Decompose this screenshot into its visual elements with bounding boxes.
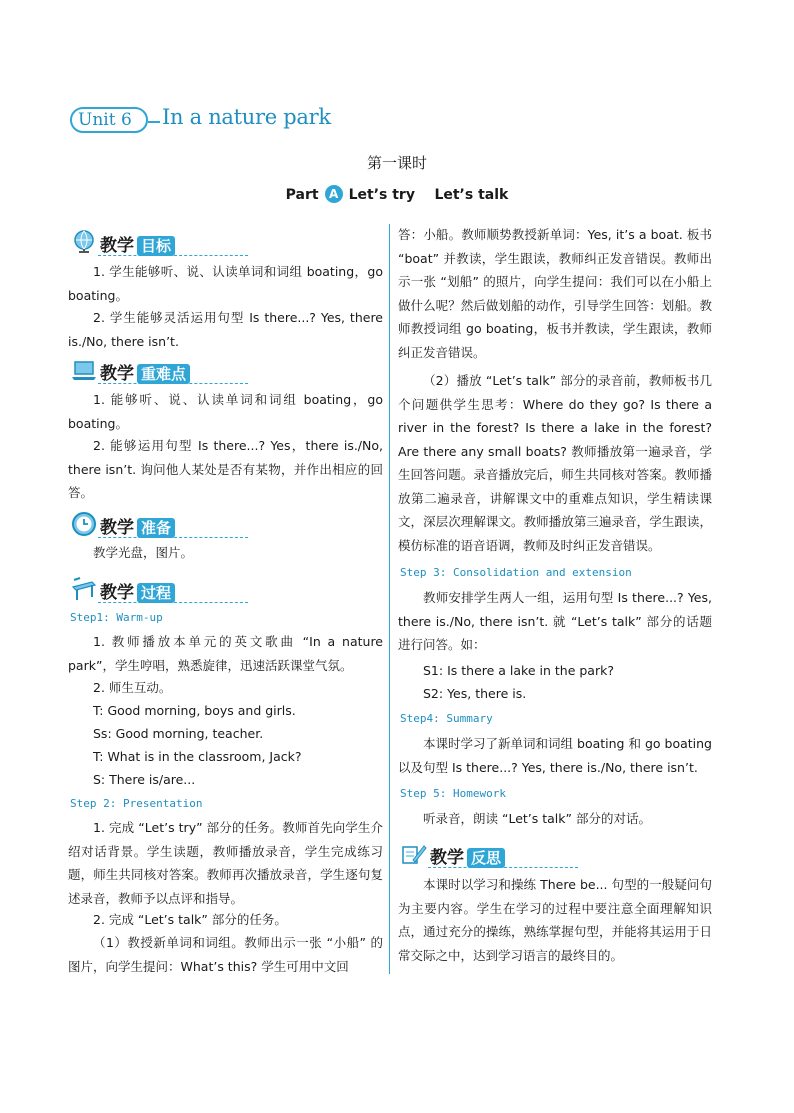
dialogue-line: S: There is/are... <box>93 772 196 787</box>
section-label: 教学 <box>100 364 134 384</box>
step-5-para-1: 听录音，朗读 “Let’s talk” 部分的对话。 <box>423 811 651 826</box>
reflection-text: 本课时以学习和操练 There be... 句型的一般疑问句为主要内容。学生在学习的过程中要注意全面理解知识点，通过充分的操练，熟练掌握句型，并能将其运用于日常交际之中，达到学习语言的最终目的。 <box>398 877 712 963</box>
section-label: 教学 <box>100 583 134 603</box>
section-preparation <box>70 510 250 540</box>
dialogue-line: T: Good morning, boys and girls. <box>93 703 296 718</box>
section-label: 教学 <box>430 848 464 868</box>
key-point-1: 1. 能够听、说、认读单词和词组 boating，go boating。 <box>68 392 383 431</box>
column-divider <box>389 224 390 974</box>
key-point-2: 2. 能够运用句型 Is there...? Yes，there is./No, there isn’t. 询问他人某处是否有某物，并作出相应的回答。 <box>68 438 383 500</box>
step-3-para-1: 教师安排学生两人一组，运用句型 Is there...? Yes, there is./No, there isn’t. 就 “Let’s talk” 部分的话题进行问答。如： <box>398 590 712 652</box>
step-1-para-2: 2. 师生互动。 <box>93 680 172 695</box>
globe-icon <box>70 228 98 256</box>
section-process <box>70 575 250 605</box>
desk-icon <box>70 575 98 603</box>
laptop-icon <box>70 356 98 384</box>
dialogue-line: Ss: Good morning, teacher. <box>93 726 264 741</box>
unit-header <box>70 103 330 135</box>
clock-icon <box>70 510 98 538</box>
section-tag: 反思 <box>467 848 505 868</box>
step-1-para-1: 1. 教师播放本单元的英文歌曲 “In a nature park”，学生哼唱，熟悉旋律，迅速活跃课堂气氛。 <box>68 634 383 673</box>
section-tag: 重难点 <box>137 364 190 384</box>
step-5-heading: Step 5: Homework <box>400 787 506 800</box>
step-2-para-4: （2）播放 “Let’s talk” 部分的录音前，教师板书几个问题供学生思考：Where do they go? Is there a river in the forest? Is there a lake in the forest? Are there any small boats? 教师播放第一遍录音，学生回答问题。录音播放完后，师生共同核对答案。教师播放第二遍录音，讲解课文中的重难点知识，学生精读课文，深层次理解课文。教师播放第三遍录音，学生跟读，模仿标准的语音语调，教师及时纠正发音错误。 <box>398 373 712 553</box>
step-2-para-1: 1. 完成 “Let’s try” 部分的任务。教师首先向学生介绍对话背景。学生读题，教师播放录音，学生完成练习题，师生共同核对答案。教师再次播放录音，学生逐句复述录音，教师予以点评和指导。 <box>68 820 383 906</box>
step-4-heading: Step4: Summary <box>400 712 493 725</box>
objective-2: 2. 学生能够灵活运用句型 Is there...? Yes, there is./No, there isn’t. <box>68 310 383 349</box>
step-3-heading: Step 3: Consolidation and extension <box>400 566 632 579</box>
step-2-para-2: 2. 完成 “Let’s talk” 部分的任务。 <box>93 912 287 927</box>
unit-badge: Unit 6 <box>70 107 148 133</box>
preparation-text: 教学光盘，图片。 <box>93 545 194 560</box>
part-letter-badge: A <box>325 185 343 203</box>
step-2-heading: Step 2: Presentation <box>70 797 203 810</box>
section-tag: 准备 <box>137 518 175 538</box>
section-objectives <box>70 228 250 258</box>
section-key-points <box>70 356 250 386</box>
objective-1: 1. 学生能够听、说、认读单词和词组 boating，go boating。 <box>68 264 383 303</box>
pencil-note-icon <box>400 840 428 868</box>
section-reflection <box>400 840 580 870</box>
section-tag: 过程 <box>137 583 175 603</box>
part-heading <box>0 185 794 203</box>
section-label: 教学 <box>100 518 134 538</box>
step-2-para-3: （1）教授新单词和词组。教师出示一张 “小船” 的图片，向学生提问：What’s this? 学生可用中文回 <box>68 935 383 974</box>
step-2-para-3-continued: 答：小船。教师顺势教授新单词：Yes, it’s a boat. 板书 “boat” 并教读，学生跟读，教师纠正发音错误。教师出示一张 “划船” 的照片，向学生提问：我们可以在小船上做什么呢？然后做划船的动作，引导学生回答：划船。教师教授词组 go boating，板书并教读，学生跟读，教师纠正发音错误。 <box>398 227 712 360</box>
unit-title: In a nature park <box>162 105 331 129</box>
dialogue-line: S1: Is there a lake in the park? <box>423 663 614 678</box>
section-label: 教学 <box>100 236 134 256</box>
step-4-para-1: 本课时学习了新单词和词组 boating 和 go boating 以及句型 Is there...? Yes, there is./No, there isn’t. <box>398 736 712 775</box>
part-items: Let’s try Let’s talk <box>348 187 509 203</box>
dialogue-line: S2: Yes, there is. <box>423 686 527 701</box>
dialogue-line: T: What is in the classroom, Jack? <box>93 749 302 764</box>
section-tag: 目标 <box>137 236 175 256</box>
step-1-heading: Step1: Warm-up <box>70 611 163 624</box>
lesson-title: 第一课时 <box>366 154 427 172</box>
part-label: Part <box>285 187 319 203</box>
